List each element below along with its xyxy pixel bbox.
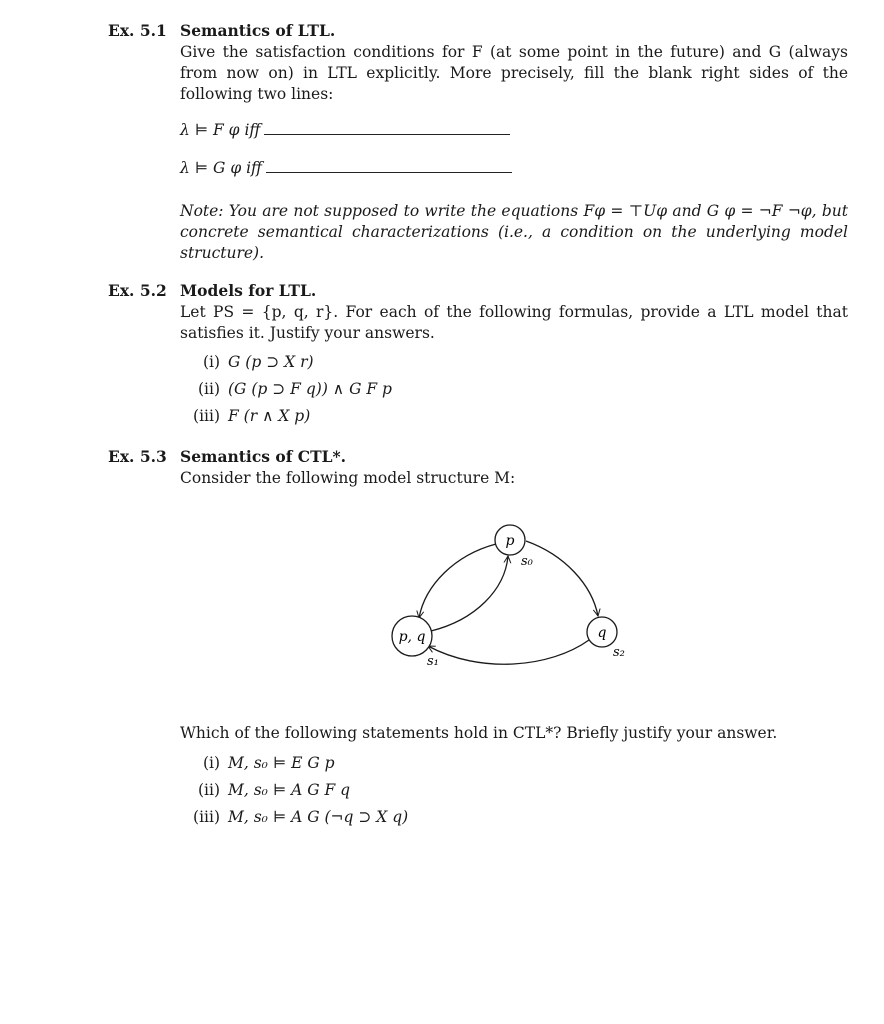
fill-line-f-label: λ ⊨ F φ iff <box>180 121 261 139</box>
edge-s2-s1 <box>428 640 589 664</box>
exercise-number: Ex. 5.1 <box>108 21 167 40</box>
exercise-question: Which of the following statements hold in CTL*? Briefly justify your answer. <box>180 724 778 742</box>
statement-list <box>180 750 848 831</box>
state-name: s₁ <box>427 654 439 669</box>
exercise-number: Ex. 5.2 <box>108 281 167 300</box>
fill-line-g-label: λ ⊨ G φ iff <box>180 159 263 177</box>
exercise-title: Models for LTL. <box>180 281 317 300</box>
item-label: (ii) <box>197 781 220 799</box>
state-s2 <box>587 617 625 660</box>
list-item <box>180 750 848 777</box>
item-label: (i) <box>202 754 220 772</box>
exercise-intro: Consider the following model structure M: <box>180 469 516 487</box>
state-label: p, q <box>398 629 426 645</box>
edge-s0-s1 <box>419 544 496 618</box>
exercise-title: Semantics of CTL*. <box>180 447 347 466</box>
list-item <box>180 777 848 804</box>
item-formula: G (p ⊃ X r) <box>228 353 314 371</box>
item-label: (i) <box>202 353 220 371</box>
list-item <box>180 804 848 831</box>
exercise-title: Semantics of LTL. <box>180 21 336 40</box>
item-formula: M, s₀ ⊨ A G F q <box>228 781 351 799</box>
item-formula: F (r ∧ X p) <box>228 407 311 425</box>
item-formula: (G (p ⊃ F q)) ∧ G F p <box>228 380 392 398</box>
item-formula: M, s₀ ⊨ E G p <box>228 754 335 772</box>
edge-s1-s0 <box>431 556 508 631</box>
state-s1 <box>392 616 439 669</box>
exercise-number: Ex. 5.3 <box>108 447 167 466</box>
state-name: s₀ <box>521 554 533 569</box>
item-label: (ii) <box>197 380 220 398</box>
exercise-intro: Let PS = {p, q, r}. For each of the following formulas, provide a LTL model that satisfies it. Justify your answers. <box>180 303 848 342</box>
state-s0 <box>495 525 534 569</box>
state-label: p <box>505 533 515 549</box>
exercise-note: Note: You are not supposed to write the equations Fφ = ⊤Uφ and G φ = ¬F ¬φ, but concrete semantical characterizations (i.e., a condition on the underlying model structure). <box>180 202 848 262</box>
item-formula: M, s₀ ⊨ A G (¬q ⊃ X q) <box>228 808 409 826</box>
state-label: q <box>597 625 607 641</box>
item-label: (iii) <box>193 407 220 425</box>
state-name: s₂ <box>613 645 625 660</box>
item-label: (iii) <box>193 808 220 826</box>
edge-s0-s2 <box>526 541 598 616</box>
exercise-intro: Give the satisfaction conditions for F (at some point in the future) and G (always from now on) in LTL explicitly. More precisely, fill the blank right sides of the following two lines: <box>180 43 848 103</box>
exercise-5-3-questions <box>108 723 848 831</box>
